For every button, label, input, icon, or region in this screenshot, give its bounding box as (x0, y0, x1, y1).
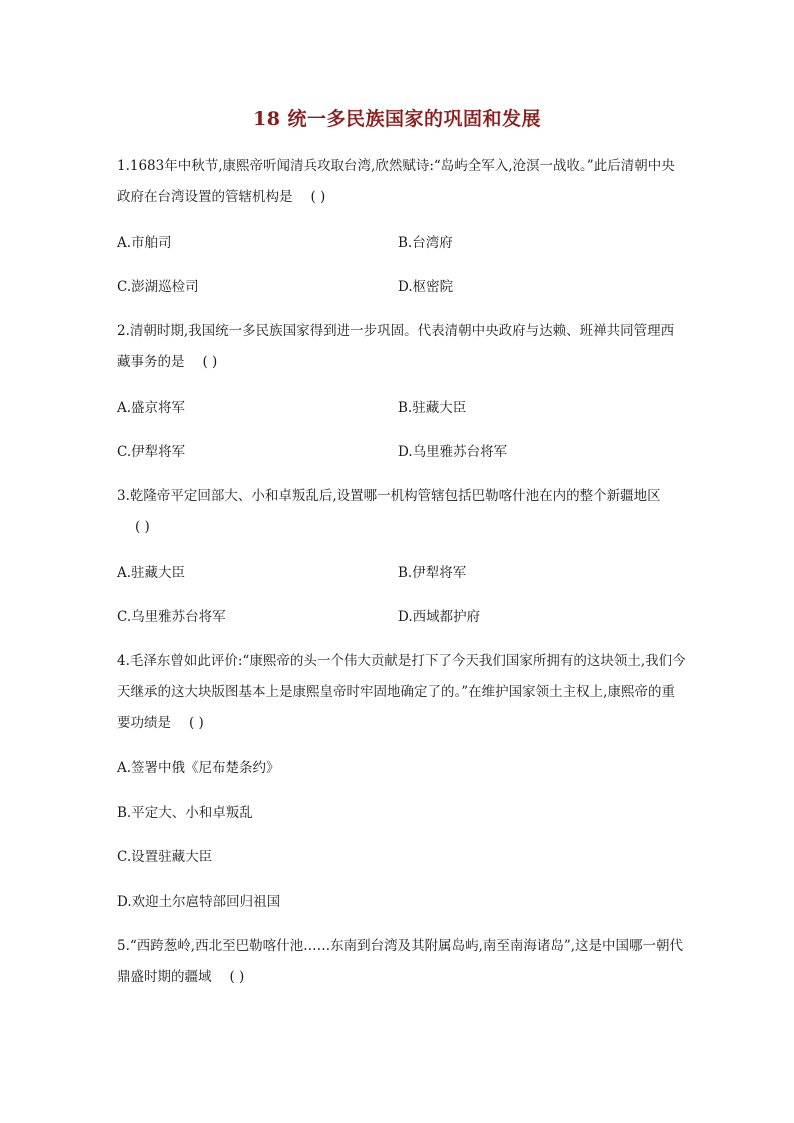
question-5-stem: 5.“西跨葱岭,西北至巴勒喀什池……东南到台湾及其附属岛屿,南至南海诸岛”,这是中国哪一朝代鼎盛时期的疆域 (117, 938, 684, 985)
question-2-option-c: C.伊犁将军 (117, 444, 186, 460)
question-1-option-b: B.台湾府 (398, 235, 453, 251)
question-1 (117, 151, 687, 213)
question-4-option-c: C.设置驻藏大臣 (117, 849, 213, 865)
question-4-option-d: D.欢迎土尔扈特部回归祖国 (117, 894, 281, 910)
answer-paren: ( ) (135, 519, 150, 535)
question-3 (117, 481, 687, 543)
question-3-option-a: A.驻藏大臣 (117, 565, 186, 581)
question-3-stem: 3.乾隆帝平定回部大、小和卓叛乱后,设置哪一机构管辖包括巴勒喀什池在内的整个新疆地区 (117, 488, 661, 504)
page-title: 18 统一多民族国家的巩固和发展 (252, 108, 542, 130)
question-2-option-d: D.乌里雅苏台将军 (398, 444, 508, 460)
answer-paren: ( ) (310, 189, 326, 205)
question-4-option-b: B.平定大、小和卓叛乱 (117, 805, 253, 821)
question-2 (117, 316, 687, 378)
question-3-option-c: C.乌里雅苏台将军 (117, 609, 226, 625)
answer-paren: ( ) (189, 715, 204, 731)
question-1-stem: 1.1683年中秋节,康熙帝听闻清兵攻取台湾,欣然赋诗:“岛屿全军入,沧溟一战收。”此后清朝中央政府在台湾设置的管辖机构是 (117, 158, 675, 205)
question-3-option-b: B.伊犁将军 (398, 565, 467, 581)
answer-paren: ( ) (202, 354, 218, 370)
question-2-option-a: A.盛京将军 (117, 400, 186, 416)
question-5 (117, 931, 687, 993)
question-2-stem: 2.清朝时期,我国统一多民族国家得到进一步巩固。代表清朝中央政府与达赖、班禅共同管理西藏事务的是 (117, 323, 675, 370)
question-2-option-b: B.驻藏大臣 (398, 400, 467, 416)
question-4-stem: 4.毛泽东曾如此评价:“康熙帝的头一个伟大贡献是打下了今天我们国家所拥有的这块领土,我们今天继承的这大块版图基本上是康熙皇帝时牢固地确定了的。”在维护国家领土主权上,康熙帝的重要功绩是 (117, 653, 686, 731)
answer-paren: ( ) (229, 969, 245, 985)
question-4 (117, 646, 687, 739)
question-1-option-d: D.枢密院 (398, 279, 454, 295)
question-1-option-a: A.市舶司 (117, 235, 172, 251)
question-3-option-d: D.西域都护府 (398, 609, 481, 625)
question-1-option-c: C.澎湖巡检司 (117, 279, 199, 295)
question-4-option-a: A.签署中俄《尼布楚条约》 (117, 760, 280, 776)
